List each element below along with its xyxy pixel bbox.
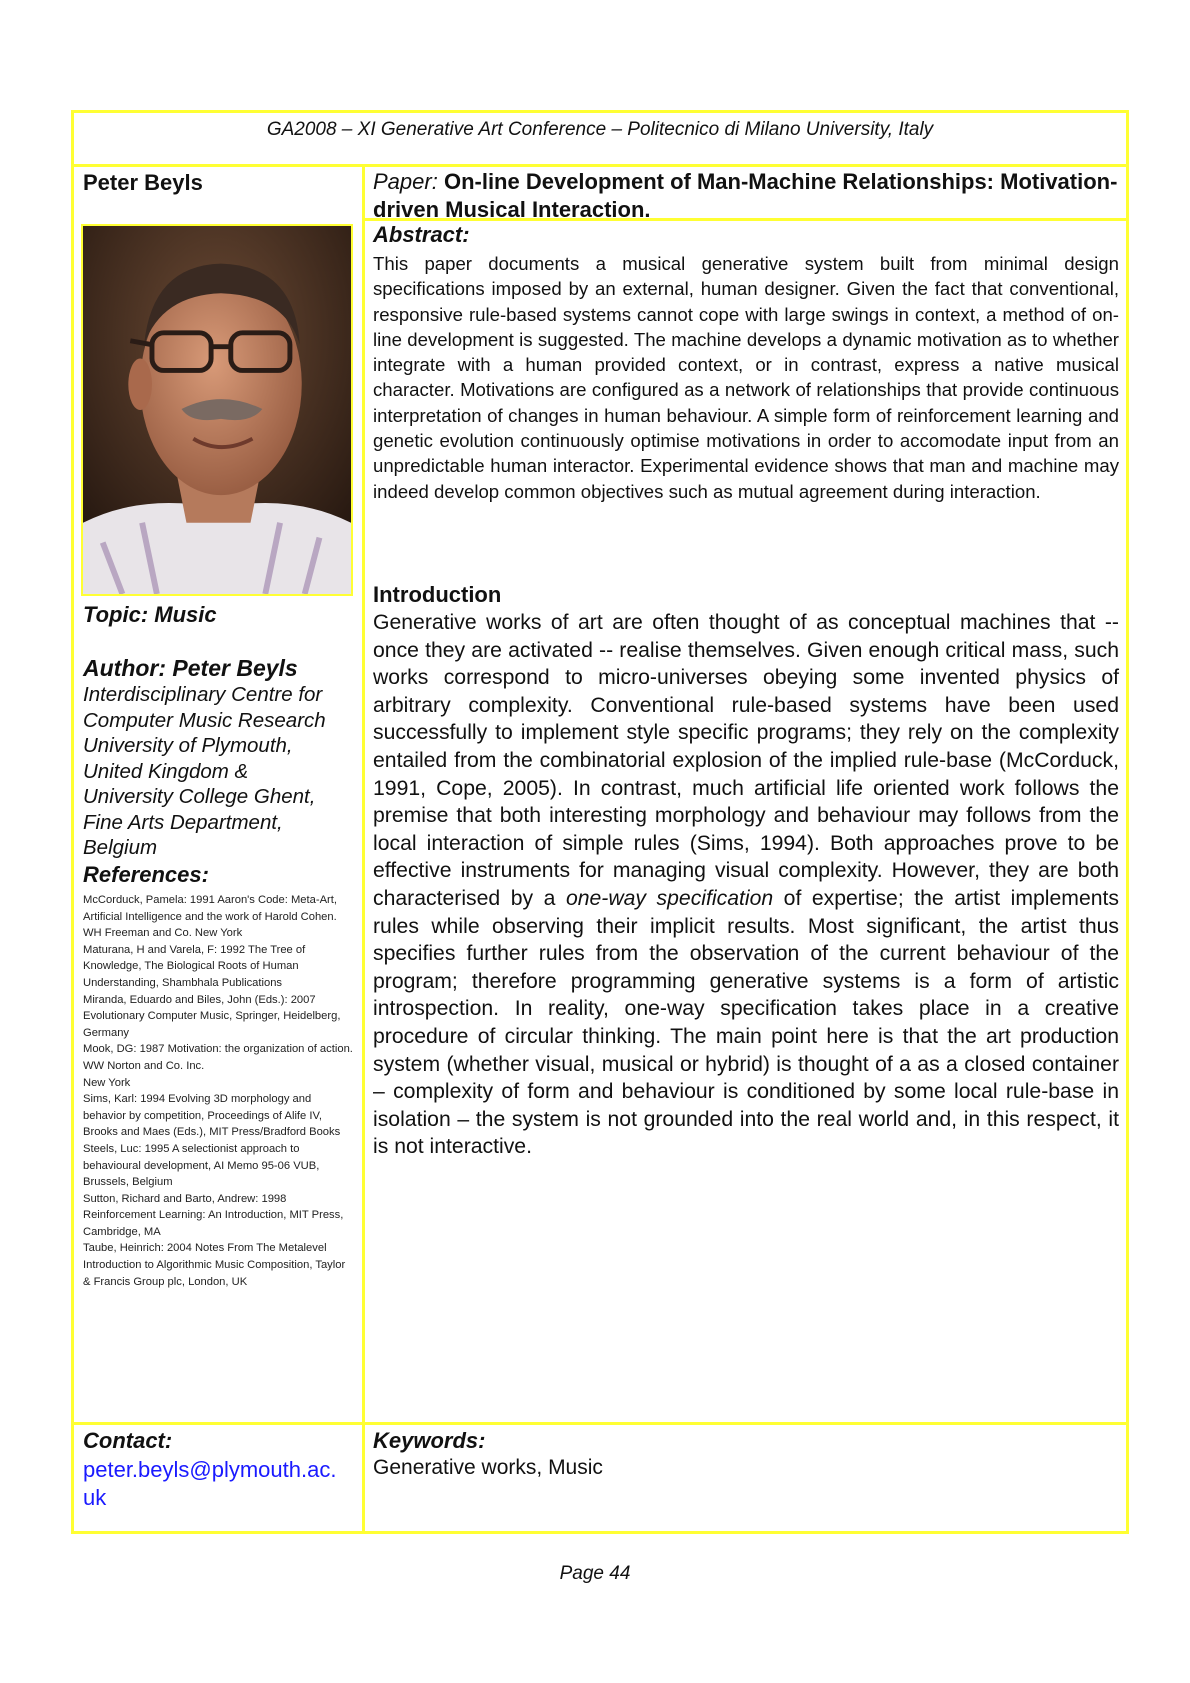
author-portrait bbox=[83, 226, 351, 594]
introduction-part-1: Generative works of art are often thought of as conceptual machines that -- once they are activated -- realise themselves. Given enough critical mass, such works correspond to micro-universes obeying some invented physics of arbitrary complexity. Conventional rule-based systems have been used successfully to implement style specific programs; they rely on the complexity entailed from the combinatorial explosion of the implied rule-base (McCorduck, 1991, Cope, 2005). In contrast, much artificial life oriented work follows the premise that both interesting morphology and behaviour may follows from the local interaction of simple rules (Sims, 1994). Both approaches prove to be effective instruments for managing visual complexity. However, they are both characterised by a bbox=[373, 611, 1119, 910]
introduction-heading: Introduction bbox=[373, 582, 502, 607]
author-heading: Author: Peter Beyls bbox=[83, 655, 298, 681]
header-divider bbox=[71, 164, 1129, 167]
introduction-part-2: of expertise; the artist implements rules while observing their implicit results. Most significant, the artist thus specifies further rules from the observation of the current behaviour of the program; therefore programming generative systems is a form of artistic introspection. In reality, one-way specification takes place in a creative procedure of circular thinking. The main point here is that the art production system (whether visual, musical or hybrid) is thought of a as a closed container – complexity of form and behaviour is conditioned by some local rule-base in isolation – the system is not grounded into the real world and, in this respect, it is not interactive. bbox=[373, 886, 1119, 1159]
abstract-text: This paper documents a musical generative system built from minimal design specifications imposed by an external, human designer. Given the fact that conventional, responsive rule-based systems cannot cope with large swings in context, a method of on-line development is suggested. The machine develops a dynamic motivation as to whether integrate with a human provided context, or in contrast, express a native musical character. Motivations are configured as a network of relationships that provide continuous interpretation of changes in human behaviour. A simple form of reinforcement learning and genetic evolution continuously optimise motivations in order to accomodate input from an unpredictable human interactor. Experimental evidence shows that man and machine may indeed develop common objectives such as mutual agreement during interaction. bbox=[373, 253, 1119, 502]
reference-item: McCorduck, Pamela: 1991 Aaron's Code: Meta-Art, Artificial Intelligence and the work of Harold Cohen. WH Freeman and Co. New York bbox=[83, 894, 337, 940]
paper-title bbox=[373, 168, 1119, 224]
affiliation-line: University of Plymouth, bbox=[83, 734, 293, 757]
keywords-heading: Keywords: bbox=[373, 1428, 486, 1453]
column-divider bbox=[362, 164, 365, 1534]
author-photo bbox=[81, 224, 353, 596]
paper-label: Paper: bbox=[373, 169, 438, 194]
references-list bbox=[83, 892, 353, 1290]
topic-label: Topic: Music bbox=[83, 602, 217, 627]
contact-divider bbox=[71, 1422, 1129, 1425]
introduction-text bbox=[373, 609, 1119, 1161]
author-name: Peter Beyls bbox=[83, 170, 203, 195]
reference-item: Sutton, Richard and Barto, Andrew: 1998 Reinforcement Learning: An Introduction, MIT Press, Cambridge, MA bbox=[83, 1192, 344, 1238]
affiliation-line: Interdisciplinary Centre for bbox=[83, 683, 323, 706]
reference-item: Maturana, H and Varela, F: 1992 The Tree of Knowledge, The Biological Roots of Human Understanding, Shambhala Publications bbox=[83, 943, 306, 989]
references-heading: References: bbox=[83, 862, 209, 887]
paper-title-text: On-line Development of Man-Machine Relationships: Motivation-driven Musical Interaction. bbox=[373, 169, 1118, 222]
affiliation-line: Belgium bbox=[83, 836, 158, 859]
affiliation-line: Computer Music Research bbox=[83, 708, 326, 732]
reference-item: Mook, DG: 1987 Motivation: the organization of action. WW Norton and Co. Inc. bbox=[83, 1043, 353, 1072]
reference-item: New York bbox=[83, 1076, 131, 1089]
page-number: Page 44 bbox=[559, 1563, 631, 1584]
reference-item: Steels, Luc: 1995 A selectionist approach to behavioural development, AI Memo 95-06 VUB, Brussels, Belgium bbox=[83, 1142, 320, 1189]
reference-item: Miranda, Eduardo and Biles, John (Eds.): 2007 Evolutionary Computer Music, Springer, Heidelberg, Germany bbox=[83, 993, 341, 1039]
contact-email-link[interactable]: peter.beyls@plymouth.ac.uk bbox=[83, 1457, 337, 1510]
affiliation bbox=[83, 682, 353, 861]
affiliation-line: Fine Arts Department, bbox=[83, 810, 283, 834]
conference-title: GA2008 – XI Generative Art Conference – Politecnico di Milano University, Italy bbox=[266, 119, 934, 140]
keywords-text: Generative works, Music bbox=[373, 1456, 603, 1479]
introduction-emphasis: one-way specification bbox=[565, 886, 774, 910]
affiliation-line: United Kingdom & bbox=[83, 759, 249, 783]
abstract-heading: Abstract: bbox=[373, 222, 470, 247]
reference-item: Taube, Heinrich: 2004 Notes From The Metalevel Introduction to Algorithmic Music Composition, Taylor & Francis Group plc, London, UK bbox=[83, 1242, 346, 1288]
affiliation-line: University College Ghent, bbox=[83, 785, 316, 808]
contact-heading: Contact: bbox=[83, 1428, 173, 1453]
reference-item: Sims, Karl: 1994 Evolving 3D morphology and behavior by competition, Proceedings of Alife IV, Brooks and Maes (Eds.), MIT Press/Bradford Books bbox=[83, 1093, 341, 1139]
